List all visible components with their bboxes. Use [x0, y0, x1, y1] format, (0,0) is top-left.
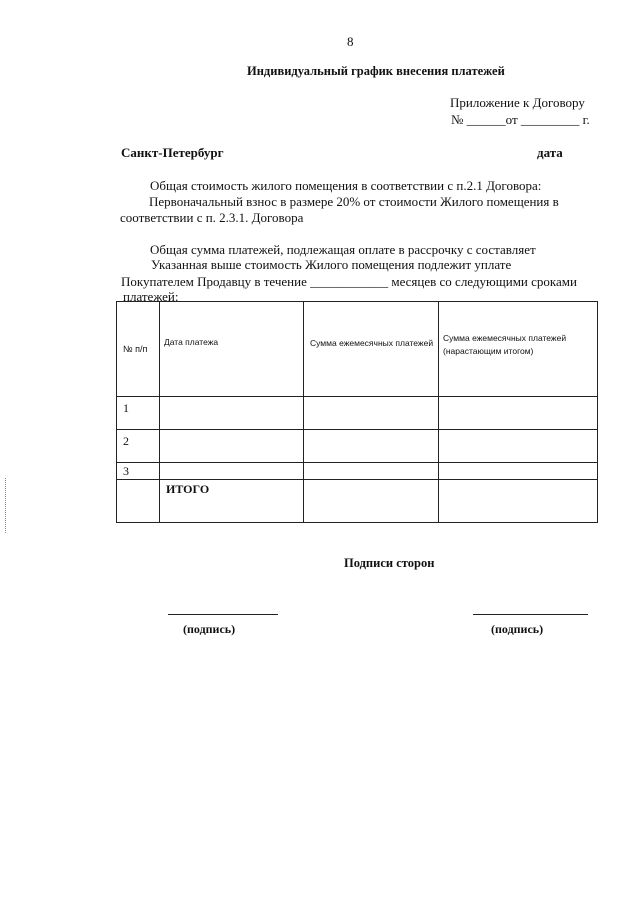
row-cumulative-cell: [439, 430, 598, 463]
date-label: дата: [537, 145, 563, 160]
table-total-row: [117, 480, 598, 523]
body-line-6: Покупателем Продавцу в течение ____________ месяцев со следующими сроками: [121, 274, 577, 289]
signatures-title: Подписи сторон: [344, 556, 435, 570]
header-cumulative: [439, 302, 598, 397]
left-signature-line: [168, 614, 278, 615]
header-date: Дата платежа: [160, 302, 304, 397]
document-title: Индивидуальный график внесения платежей: [247, 64, 505, 78]
body-line-3: соответствии с п. 2.3.1. Договора: [120, 210, 304, 225]
row-number: 2: [117, 430, 160, 463]
body-line-2: Первоначальный взнос в размере 20% от стоимости Жилого помещения в: [149, 194, 559, 209]
body-line-5: Указанная выше стоимость Жилого помещения подлежит уплате: [151, 257, 512, 272]
table-row: [117, 397, 598, 430]
row-number: 1: [117, 397, 160, 430]
total-cumulative-cell: [439, 480, 598, 523]
body-line-7: платежей:: [123, 289, 179, 304]
total-label: ИТОГО: [160, 480, 304, 523]
appendix-line-2: № ______от _________ г.: [451, 112, 590, 127]
row-cumulative-cell: [439, 463, 598, 480]
row-number: 3: [117, 463, 160, 480]
payment-schedule-table: [116, 301, 598, 523]
row-monthly-cell: [304, 430, 439, 463]
body-line-1: Общая стоимость жилого помещения в соответствии с п.2.1 Договора:: [150, 178, 542, 193]
header-cumulative-line-2: (нарастающим итогом): [443, 346, 534, 356]
left-signature-label: (подпись): [183, 622, 236, 636]
row-monthly-cell: [304, 463, 439, 480]
total-monthly-cell: [304, 480, 439, 523]
header-num: № п/п: [117, 302, 160, 397]
right-signature-label: (подпись): [491, 622, 544, 636]
row-date-cell: [160, 397, 304, 430]
body-line-4: Общая сумма платежей, подлежащая оплате в рассрочку с составляет: [150, 242, 536, 257]
right-signature-line: [473, 614, 588, 615]
header-cumulative-line-1: Сумма ежемесячных платежей: [443, 333, 567, 343]
appendix-line-1: Приложение к Договору: [450, 95, 585, 110]
header-monthly: Сумма ежемесячных платежей: [304, 302, 439, 397]
table-row: [117, 463, 598, 480]
total-num-cell: [117, 480, 160, 523]
row-cumulative-cell: [439, 397, 598, 430]
row-date-cell: [160, 463, 304, 480]
row-date-cell: [160, 430, 304, 463]
city: Санкт-Петербург: [121, 145, 224, 160]
page-number: 8: [347, 34, 354, 49]
table-header-row: [117, 302, 598, 397]
row-monthly-cell: [304, 397, 439, 430]
table-row: [117, 430, 598, 463]
scan-margin-marks: [5, 478, 8, 533]
